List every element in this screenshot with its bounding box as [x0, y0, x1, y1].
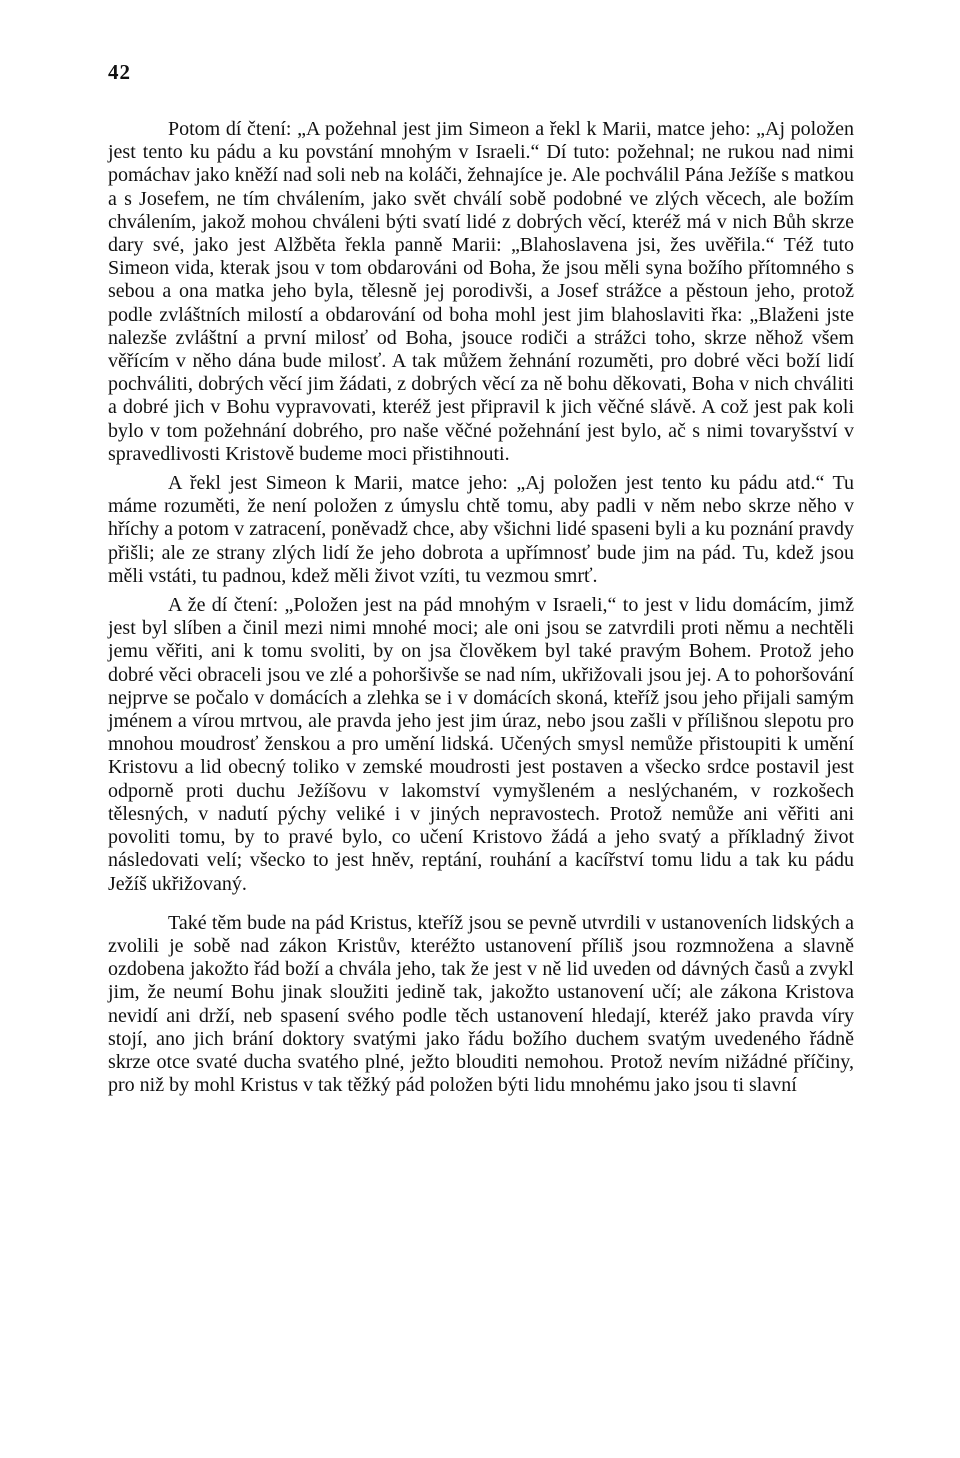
- page-number: 42: [108, 60, 131, 84]
- paragraph: A řekl jest Simeon k Marii, matce jeho: „Aj položen jest tento ku pádu atd.“ Tu máme rozuměti, že není položen z úmyslu chtě tomu, aby padli v něm nebo skrze něho v hříchy a potom v zatracení, poněvadž chce, aby všichni lidé spaseni byli a ku poznání pravdy přišli; ale ze strany zlých lidí že jeho dobrota a upřímnosť bude jim na pád. Tu, kdež jsou měli vstáti, tu padnou, kdež měli život vzíti, tu vezmou smrť.: [108, 472, 854, 587]
- paragraph: A že dí čtení: „Položen jest na pád mnohým v Israeli,“ to jest v lidu domácím, jimž jest byl slíben a činil mezi nimi mnohé moci; ale oni jsou se zatvrdili proti němu a nechtěli jemu věřiti, ani k tomu svoliti, by on jsa člověkem byl také pravým Bohem. Protož jeho dobré věci obraceli jsou ve zlé a pohoršivše se nad ním, ukřižovali jsou jej. A to pohoršování nejprve se počalo v domácích a zlehka se i v domácích skoná, kteříž jsou jeho přijali samým jménem a vírou mrtvou, ale pravda jeho jest jim úraz, nebo jsou zašli v přílišnou slepotu pro mnohou moudrosť ženskou a pro umění lidská. Učených smysl nemůže přistoupiti k umění Kristovu a lid obecný toliko v zemské moudrosti jest postaven a všecko srdce postavil jest odporně proti duchu Ježíšovu v lakomství vymyšleném a neslýchaném, v rozkošech tělesných, v nadutí pýchy veliké i v jiných nepravostech. Protož nemůže ani věřiti ani povoliti tomu, by to pravé bylo, co učení Kristovo žádá a jeho svatý a příkladný život následovati velí; všecko to jest hněv, reptání, rouhání a kacířství tomu lidu a tak ku pádu Ježíš ukřižovaný.: [108, 594, 854, 895]
- paragraph: Potom dí čtení: „A požehnal jest jim Simeon a řekl k Marii, matce jeho: „Aj položen jest tento ku pádu a ku povstání mnohým v Israeli.“ Dí tuto: požehnal; ne rukou nad nimi pomáchav jako kněží nad soli neb na koláči, žehnajíce je. Ale pochválil Pána Ježíše s matkou a s Josefem, ne tím chválením, jako svět chválí sobě podobné ve zlých věcech, ale božím chválením, jakož mohou chváleni býti svatí lidé z dobrých věcí, kteréž má v nich Bůh skrze dary své, jako jest Alžběta řekla panně Marii: „Blahoslavena jsi, žes uvěřila.“ Též tuto Simeon vida, kterak jsou v tom obdarováni od Boha, že jsou měli syna božího přítomného s sebou a ona matka jeho byla, tělesně jej porodivši, a Josef strážce a pěstoun jeho, protož podle zvláštních milostí a obdarování od boha mohl jest jim blahoslaviti řka: „Blaženi jste nalezše zvláštní a první milosť od Boha, jsouce rodiči a strážci toho, skrze něhož všem věřícím v něho dána bude milosť. A tak můžem žehnání rozuměti, pro dobré věci boží lidí pochváliti, dobrých věcí jim žádati, z dobrých věcí za ně bohu děkovati, Boha v nich chváliti a dobré jich v Bohu vypravovati, kteréž jest připravil k jich věčné slávě. A což jest pak koli bylo v tom požehnání dobrého, pro naše věčné požehnání jest bylo, ač s nimi tovaryšství v spravedlivosti Kristově budeme moci přistihnouti.: [108, 118, 854, 465]
- body-text: [108, 118, 854, 1097]
- paragraph: Také těm bude na pád Kristus, kteříž jsou se pevně utvrdili v ustanoveních lidských a zvolili je sobě nad zákon Kristův, kteréžto ustanovení příliš jsou rozmnožena a slavně ozdobena jakožto řád boží a chvála jeho, tak že jest v ně lid uveden od dávných časů a zvykl jim, že neumí Bohu jinak sloužiti jedině tak, jakožto ustanovení učí; ale zákona Kristova nevidí ani drží, neb spasení svého podle těch ustanovení hledají, kteréž jako pravda víry stojí, ano jich brání doktory svatými jako řádu božího duchem svatým uvedeného řádně skrze otce svaté ducha svatého plné, ježto blouditi nemohou. Protož nevím nižádné příčiny, pro niž by mohl Kristus v tak těžký pád položen býti lidu mnohému jako jsou ti slavní: [108, 911, 854, 1097]
